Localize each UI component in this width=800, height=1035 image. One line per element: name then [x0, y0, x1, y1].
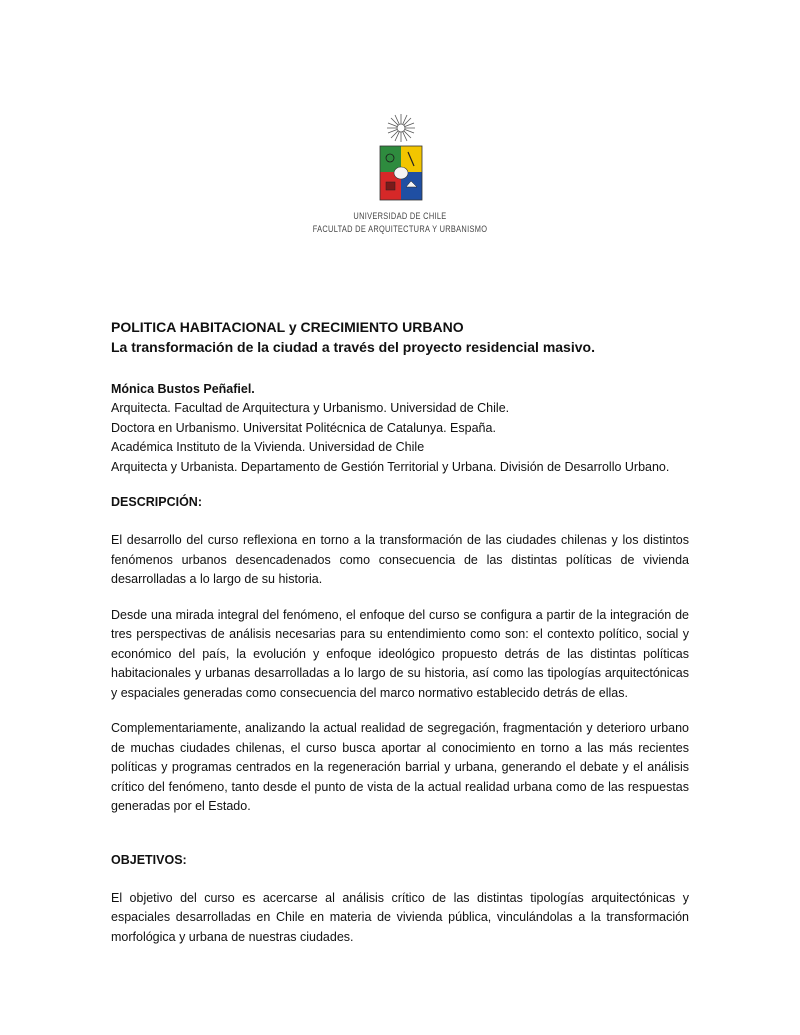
description-paragraph: Complementariamente, analizando la actual realidad de segregación, fragmentación y deterioro urbano de muchas ciudades chilenas, el curso busca aportar al conocimiento en torno a las más recientes políticas y programas centrados en la regeneración barrial y urbana, generando el debate y el análisis crítico del fenómeno, tanto desde el punto de vista de la actual realidad urbana como de las respuestas generadas por el Estado.	[111, 721, 689, 813]
document-body	[111, 317, 689, 947]
author-name: Mónica Bustos Peñafiel.	[111, 382, 255, 396]
institution-name: UNIVERSIDAD DE CHILE	[353, 211, 447, 222]
affiliation-line: Académica Instituto de la Vivienda. Universidad de Chile	[111, 440, 425, 454]
affiliation-line: Doctora en Urbanismo. Universitat Politécnica de Catalunya. España.	[111, 420, 496, 435]
affiliation-line: Arquitecta y Urbanista. Departamento de Gestión Territorial y Urbana. División de Desarrollo Urbano.	[111, 459, 670, 474]
document-subtitle: La transformación de la ciudad a través del proyecto residencial masivo.	[111, 339, 595, 355]
affiliation-line: Arquitecta. Facultad de Arquitectura y Urbanismo. Universidad de Chile.	[111, 401, 510, 415]
document-title: POLITICA HABITACIONAL y CRECIMIENTO URBANO	[111, 319, 464, 335]
description-paragraph: Desde una mirada integral del fenómeno, el enfoque del curso se configura a partir de la integración de tres perspectivas de análisis necesarias para su entendimiento como son: el contexto político, social y económico del país, la evolución y enfoque ideológico propuesto detrás de las distintas políticas habitacionales y urbanas desarrolladas a lo largo de su historia, así como las tipologías arquitectónicas y espaciales generadas como consecuencia del marco normativo establecido detrás de ellas.	[111, 607, 689, 700]
faculty-name: FACULTAD DE ARQUITECTURA Y URBANISMO	[312, 224, 488, 235]
description-paragraph: El desarrollo del curso reflexiona en torno a la transformación de las ciudades chilenas y los distintos fenómenos urbanos desencadenados como consecuencia de las distintas políticas de vivienda desarrolladas a lo largo de su historia.	[111, 533, 689, 586]
university-coat-of-arms-icon	[376, 112, 426, 204]
objectives-heading: OBJETIVOS:	[111, 852, 187, 867]
description-heading: DESCRIPCIÓN:	[111, 495, 202, 509]
objectives-paragraph: El objetivo del curso es acercarse al análisis crítico de las distintas tipologías arquitectónicas y espaciales desarrolladas en Chile en materia de vivienda pública, vinculándolas a la transformación morfológica y urbana de nuestras ciudades.	[111, 890, 689, 944]
